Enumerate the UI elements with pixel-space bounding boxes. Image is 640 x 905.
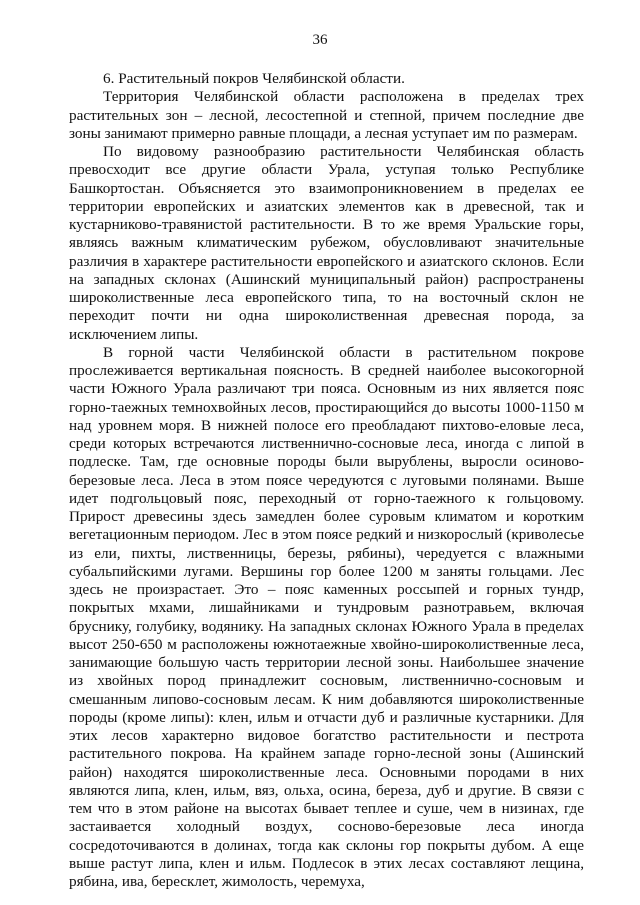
paragraph-species-diversity: По видовому разнообразию растительности Челябинская область превосходит все другие области Урала, уступая только Республике Башкортостан. Объясняется это взаимопроникновением в пределах ее территории европейских и азиатских элементов как в древесной, так и кустарниково-травянистой растительности. В то же время Уральские горы, являясь важным климатическим рубежом, обусловливают значительные различия в характере растительности европейского и азиатского склонов. Если на западных склонах (Ашинский муниципальный район) распространены широколиственные леса европейского типа, то на восточный склон не переходит почти ни одна широколиственная древесная порода, за исключением липы. [69,143,584,343]
paragraph-vegetation-zones: Территория Челябинской области расположена в пределах трех растительных зон – лесной, лесостепной и степной, причем последние две зоны занимают примерно равные площади, а лесная уступает им по размерам. [69,88,584,142]
section-heading: 6. Растительный покров Челябинской области. [103,70,405,87]
paragraph-vertical-zonation: В горной части Челябинской области в растительном покрове прослеживается вертикальная поясность. В средней наиболее высокогорной части Южного Урала различают три пояса. Основным из них является пояс горно-таежных темнохвойных лесов, простирающийся до высоты 1000-1150 м над уровнем моря. В нижней полосе его преобладают пихтово-еловые леса, среди которых встречаются лиственнично-сосновые леса, иногда с липой в подлеске. Там, где основные породы были вырублены, выросли осиново-березовые леса. Леса в этом поясе чередуются с луговыми полянами. Выше идет подгольцовый пояс, переходный от горно-таежного к гольцовому. Прирост древесины здесь замедлен более суровым климатом и коротким вегетационным периодом. Лес в этом поясе редкий и низкорослый (криволесье из ели, пихты, лиственницы, березы, рябины), чередуется с влажными субальпийскими лугами. Вершины гор более 1200 м заняты гольцами. Лес здесь не произрастает. Это – пояс каменных россыпей и горных тундр, покрытых мхами, лишайниками и тундровым разнотравьем, включая бруснику, голубику, водянику. На западных склонах Южного Урала в пределах высот 250-650 м расположены южнотаежные хвойно-широколиственные леса, занимающие большую часть территории лесной зоны. Наибольшее значение из хвойных пород принадлежит сосновым, лиственнично-сосновым и смешанным липово-сосновым лесам. К ним добавляются широколиственные породы (кроме липы): клен, ильм и отчасти дуб и различные кустарники. Для этих лесов характерно видовое богатство растительности и пестрота растительного покрова. На крайнем западе горно-лесной зоны (Ашинский район) находятся широколиственные леса. Основными породами в них являются липа, клен, ильм, вяз, ольха, осина, береза, дуб и другие. В связи с тем что в этом районе на высотах бывает теплее и суше, чем в низинах, где застаивается холодный воздух, сосново-березовые леса иногда сосредоточиваются в долинах, тогда как склоны гор покрыты дубом. А еще выше растут липа, клен и ильм. Подлесок в этих лесах составляют лещина, рябина, ива, бересклет, жимолость, черемуха, [69,343,584,890]
document-body [69,70,584,891]
page-number: 36 [312,32,328,48]
